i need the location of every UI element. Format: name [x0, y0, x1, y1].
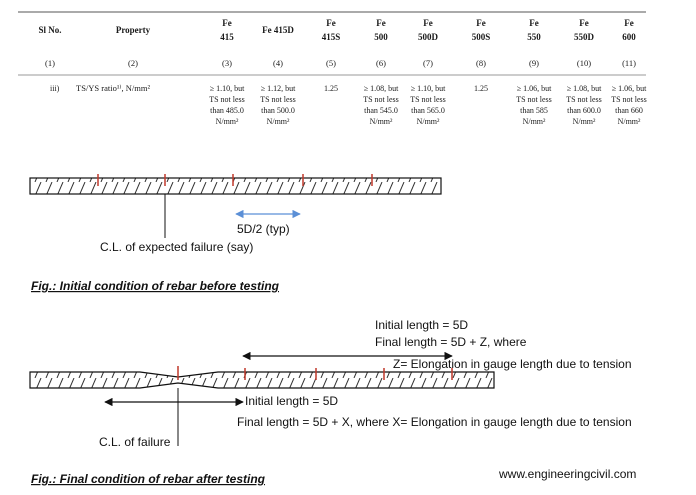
table-cell-line: TS not less — [260, 95, 296, 104]
table-cell-line: TS not less — [611, 95, 647, 104]
column-header: 415 — [220, 32, 234, 42]
table-cell-line: ≥ 1.08, but — [566, 84, 602, 93]
table-cell-line: than 660 — [615, 106, 643, 115]
column-header: Fe — [579, 18, 589, 28]
column-header: Fe — [376, 18, 386, 28]
column-header: 500S — [471, 32, 491, 42]
row-property: TS/YS ratio¹⁾, N/mm² — [76, 83, 151, 93]
column-header: 600 — [622, 32, 636, 42]
column-header: 550D — [574, 32, 594, 42]
table-data-row — [50, 83, 647, 126]
table-cell-line: ≥ 1.10, but — [410, 84, 446, 93]
column-number: (5) — [326, 58, 336, 68]
table-cell-line: N/mm² — [266, 117, 290, 126]
table-cell-line: TS not less — [410, 95, 446, 104]
table-cell-line: N/mm² — [617, 117, 641, 126]
dimension-label: 5D/2 (typ) — [237, 222, 290, 236]
table-cell-line: N/mm² — [215, 117, 239, 126]
column-header: 500 — [374, 32, 388, 42]
table-cell-line: than 500.0 — [261, 106, 295, 115]
table-cell-line: ≥ 1.06, but — [611, 84, 647, 93]
table-header-row — [38, 18, 636, 42]
table-cell-line: TS not less — [209, 95, 245, 104]
table-cell-line: N/mm² — [522, 117, 546, 126]
column-number: (10) — [576, 58, 592, 68]
column-number: (3) — [222, 58, 232, 68]
column-header: Fe — [222, 18, 232, 28]
column-header: 415S — [321, 32, 341, 42]
rebar-bar-initial — [30, 178, 441, 194]
table-cell-line: N/mm² — [369, 117, 393, 126]
table-cell-line: than 565.0 — [411, 106, 445, 115]
column-header: Fe — [529, 18, 539, 28]
column-header: Fe — [624, 18, 634, 28]
column-header: Fe — [423, 18, 433, 28]
centerline-label-final: C.L. of failure — [99, 435, 171, 449]
column-header: Fe 415D — [262, 25, 294, 35]
upper-note-line3: Z= Elongation in gauge length due to tension — [393, 357, 632, 371]
upper-note-line2: Final length = 5D + Z, where — [375, 335, 527, 349]
centerline-label-initial: C.L. of expected failure (say) — [100, 240, 254, 254]
row-serial: iii) — [50, 84, 60, 93]
column-number: (2) — [128, 58, 138, 68]
table-cell-line: ≥ 1.10, but — [209, 84, 245, 93]
lower-note-line1: Initial length = 5D — [245, 394, 339, 408]
table-cell-line: ≥ 1.06, but — [516, 84, 552, 93]
property-table — [18, 12, 647, 126]
table-cell-line: than 600.0 — [567, 106, 601, 115]
column-header: Fe — [476, 18, 486, 28]
lower-note-line2: Final length = 5D + X, where X= Elongation in gauge length due to tension — [237, 415, 632, 429]
table-cell-line: ≥ 1.08, but — [363, 84, 399, 93]
table-cell-line: 1.25 — [324, 84, 338, 93]
table-cell-line: TS not less — [566, 95, 602, 104]
figure-caption-final: Fig.: Final condition of rebar after testing — [31, 472, 266, 486]
column-header: 550 — [527, 32, 541, 42]
column-header: Fe — [326, 18, 336, 28]
upper-note-line1: Initial length = 5D — [375, 318, 469, 332]
website-watermark: www.engineeringcivil.com — [499, 467, 637, 481]
column-number: (11) — [622, 58, 636, 68]
table-cell-line: than 485.0 — [210, 106, 244, 115]
table-cell-line: N/mm² — [572, 117, 596, 126]
column-number: (6) — [376, 58, 386, 68]
table-cell-line: than 585 — [520, 106, 548, 115]
table-column-number-row — [45, 58, 636, 68]
table-cell-line: than 545.0 — [364, 106, 398, 115]
column-number: (9) — [529, 58, 539, 68]
table-cell-line: N/mm² — [416, 117, 440, 126]
column-number: (4) — [273, 58, 283, 68]
column-header: Property — [115, 25, 151, 35]
column-number: (1) — [45, 58, 55, 68]
column-header: Sl No. — [38, 25, 62, 35]
table-cell-line: TS not less — [363, 95, 399, 104]
table-cell-line: TS not less — [516, 95, 552, 104]
column-number: (8) — [476, 58, 486, 68]
figure-final — [30, 318, 632, 486]
figure-caption-initial: Fig.: Initial condition of rebar before testing — [31, 279, 280, 293]
figure-initial — [30, 174, 441, 293]
table-cell-line: 1.25 — [474, 84, 488, 93]
table-cell-line: ≥ 1.12, but — [260, 84, 296, 93]
column-number: (7) — [423, 58, 433, 68]
column-header: 500D — [418, 32, 438, 42]
rebar-bar-final — [30, 372, 494, 388]
